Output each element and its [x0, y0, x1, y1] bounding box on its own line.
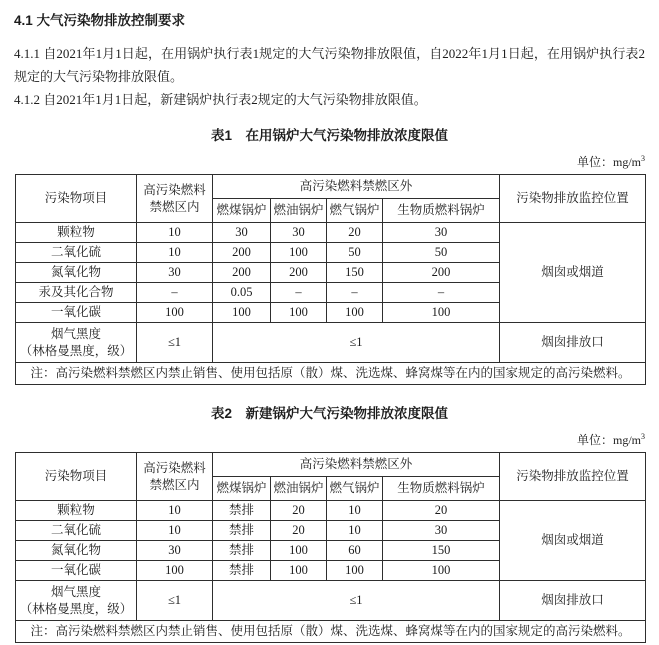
smoke-name-line1: 烟气黑度: [50, 326, 101, 341]
table-note-row: [16, 621, 646, 643]
cell-oil-value: 100: [271, 541, 327, 561]
table2-title: 表2 新建锅炉大气污染物排放浓度限值: [210, 406, 448, 421]
cell-oil-value: 20: [271, 521, 327, 541]
cell-gas-value: –: [327, 283, 383, 303]
cell-banned-value: 100: [137, 303, 213, 323]
cell-biomass-value: 200: [383, 263, 500, 283]
cell-oil-value: 100: [271, 243, 327, 263]
table1-in-use-boiler-limits: [15, 174, 646, 385]
table1-title: 表1 在用锅炉大气污染物排放浓度限值: [210, 128, 448, 143]
cell-coal-value: 0.05: [213, 283, 271, 303]
cell-banned-value: 100: [137, 561, 213, 581]
cell-gas-value: 10: [327, 521, 383, 541]
cell-banned-value: –: [137, 283, 213, 303]
cell-smoke-outside-value: ≤1: [213, 323, 500, 363]
header-banned-zone: [137, 175, 213, 223]
cell-banned-value: 10: [137, 223, 213, 243]
table-header-row-1: [16, 175, 646, 199]
cell-banned-value: 10: [137, 243, 213, 263]
header-banned-line2: 禁燃区内: [149, 199, 200, 214]
cell-banned-value: 30: [137, 541, 213, 561]
cell-monitor-stack-or-flue: 烟囱或烟道: [500, 223, 646, 323]
clause-4-1-2: 4.1.2 自2021年1月1日起，新建锅炉执行表2规定的大气污染物排放限值。: [14, 92, 427, 107]
header-banned-line1: 高污染燃料: [143, 460, 206, 475]
header-monitor-location: 污染物排放监控位置: [500, 175, 646, 223]
section-heading: 4.1 大气污染物排放控制要求: [14, 13, 186, 28]
table-row-smoke-blackness: [16, 323, 646, 363]
cell-smoke-monitor: 烟囱排放口: [500, 323, 646, 363]
cell-smoke-outside-value: ≤1: [213, 581, 500, 621]
cell-biomass-value: 30: [383, 223, 500, 243]
cell-biomass-value: –: [383, 283, 500, 303]
header-biomass-boiler: 生物质燃料锅炉: [383, 477, 500, 501]
cell-pollutant-name: 一氧化碳: [16, 303, 137, 323]
cell-gas-value: 10: [327, 501, 383, 521]
cell-pollutant-name: 氮氧化物: [16, 263, 137, 283]
header-gas-boiler: 燃气锅炉: [327, 477, 383, 501]
cell-coal-value: 30: [213, 223, 271, 243]
smoke-name-line1: 烟气黑度: [50, 584, 101, 599]
clause-4-1-1: 4.1.1 自2021年1月1日起，在用锅炉执行表1规定的大气污染物排放限值，自2022年1月1日起，在用锅炉执行表2规定的大气污染物排放限值。: [14, 46, 645, 84]
cell-biomass-value: 150: [383, 541, 500, 561]
header-oil-boiler: 燃油锅炉: [271, 477, 327, 501]
unit-value: mg/m: [612, 433, 641, 447]
cell-coal-value: 禁排: [213, 521, 271, 541]
cell-gas-value: 20: [327, 223, 383, 243]
cell-coal-value: 200: [213, 263, 271, 283]
cell-biomass-value: 100: [383, 303, 500, 323]
cell-banned-value: 30: [137, 263, 213, 283]
cell-oil-value: 100: [271, 561, 327, 581]
unit-label: 单位：: [576, 433, 613, 447]
cell-gas-value: 60: [327, 541, 383, 561]
cell-gas-value: 100: [327, 561, 383, 581]
cell-smoke-banned-value: ≤1: [137, 323, 213, 363]
header-biomass-boiler: 生物质燃料锅炉: [383, 199, 500, 223]
cell-gas-value: 100: [327, 303, 383, 323]
cell-oil-value: 100: [271, 303, 327, 323]
table-header-row-1: [16, 453, 646, 477]
cell-smoke-blackness-name: [16, 581, 137, 621]
smoke-name-line2: （林格曼黑度，级）: [19, 343, 133, 358]
header-monitor-location: 污染物排放监控位置: [500, 453, 646, 501]
cell-oil-value: –: [271, 283, 327, 303]
cell-pollutant-name: 二氧化硫: [16, 521, 137, 541]
table2-note: 注：高污染燃料禁燃区内禁止销售、使用包括原（散）煤、洗选煤、蜂窝煤等在内的国家规定的高污染燃料。: [16, 621, 646, 643]
unit-superscript: 3: [641, 432, 645, 441]
table1-unit: [14, 153, 645, 170]
cell-pollutant-name: 颗粒物: [16, 223, 137, 243]
cell-coal-value: 200: [213, 243, 271, 263]
header-banned-line2: 禁燃区内: [149, 477, 200, 492]
cell-biomass-value: 100: [383, 561, 500, 581]
table-row-particulates: [16, 223, 646, 243]
table1-note: 注：高污染燃料禁燃区内禁止销售、使用包括原（散）煤、洗选煤、蜂窝煤等在内的国家规定的高污染燃料。: [16, 363, 646, 385]
unit-superscript: 3: [641, 154, 645, 163]
cell-banned-value: 10: [137, 501, 213, 521]
cell-biomass-value: 50: [383, 243, 500, 263]
cell-gas-value: 150: [327, 263, 383, 283]
cell-smoke-monitor: 烟囱排放口: [500, 581, 646, 621]
header-oil-boiler: 燃油锅炉: [271, 199, 327, 223]
header-pollutant-item: 污染物项目: [16, 453, 137, 501]
header-outside-zone: 高污染燃料禁燃区外: [213, 175, 500, 199]
cell-coal-value: 100: [213, 303, 271, 323]
cell-oil-value: 200: [271, 263, 327, 283]
cell-pollutant-name: 一氧化碳: [16, 561, 137, 581]
cell-coal-value: 禁排: [213, 501, 271, 521]
cell-oil-value: 20: [271, 501, 327, 521]
cell-pollutant-name: 汞及其化合物: [16, 283, 137, 303]
unit-label: 单位：: [576, 155, 613, 169]
header-coal-boiler: 燃煤锅炉: [213, 477, 271, 501]
cell-smoke-blackness-name: [16, 323, 137, 363]
table-row-smoke-blackness: [16, 581, 646, 621]
table-row-particulates: [16, 501, 646, 521]
smoke-name-line2: （林格曼黑度，级）: [19, 601, 133, 616]
cell-pollutant-name: 二氧化硫: [16, 243, 137, 263]
header-banned-line1: 高污染燃料: [143, 182, 206, 197]
header-pollutant-item: 污染物项目: [16, 175, 137, 223]
header-outside-zone: 高污染燃料禁燃区外: [213, 453, 500, 477]
cell-biomass-value: 20: [383, 501, 500, 521]
table2-new-boiler-limits: [15, 452, 646, 643]
table-note-row: [16, 363, 646, 385]
cell-pollutant-name: 氮氧化物: [16, 541, 137, 561]
cell-gas-value: 50: [327, 243, 383, 263]
table2-unit: [14, 431, 645, 448]
unit-value: mg/m: [612, 155, 641, 169]
header-banned-zone: [137, 453, 213, 501]
header-gas-boiler: 燃气锅炉: [327, 199, 383, 223]
cell-coal-value: 禁排: [213, 561, 271, 581]
cell-coal-value: 禁排: [213, 541, 271, 561]
cell-oil-value: 30: [271, 223, 327, 243]
cell-biomass-value: 30: [383, 521, 500, 541]
header-coal-boiler: 燃煤锅炉: [213, 199, 271, 223]
cell-smoke-banned-value: ≤1: [137, 581, 213, 621]
cell-banned-value: 10: [137, 521, 213, 541]
cell-pollutant-name: 颗粒物: [16, 501, 137, 521]
cell-monitor-stack-or-flue: 烟囱或烟道: [500, 501, 646, 581]
